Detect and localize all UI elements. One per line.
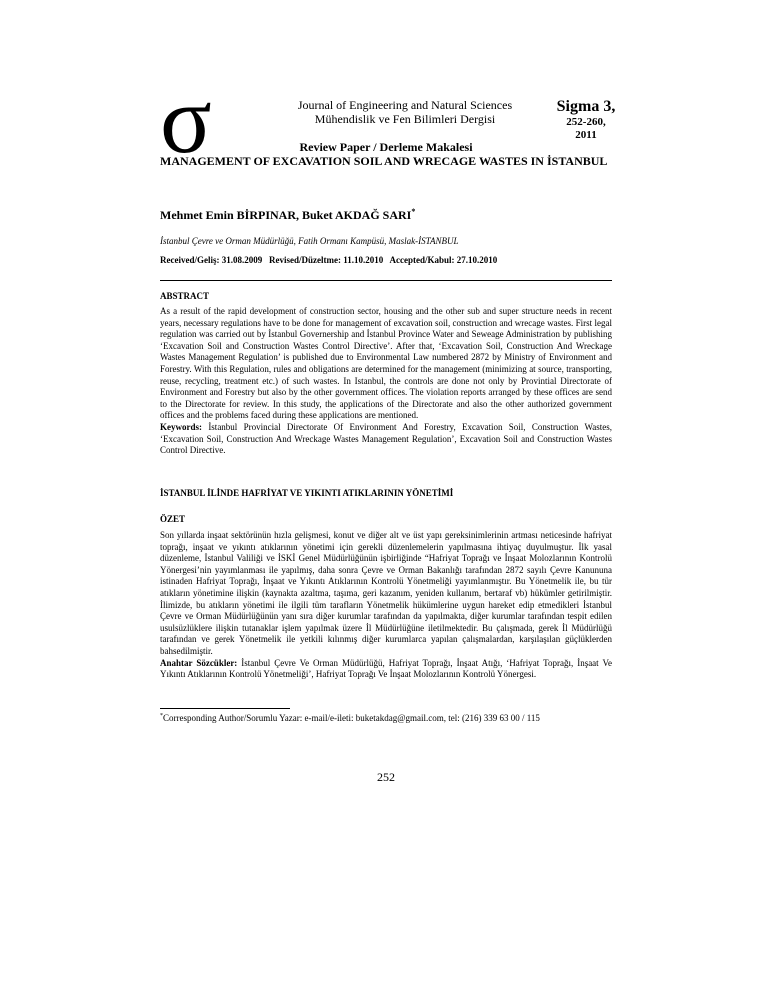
author-names: Mehmet Emin BİRPINAR, Buket AKDAĞ SARI	[160, 208, 412, 222]
ozet-heading: ÖZET	[160, 514, 186, 524]
author-affiliation: İstanbul Çevre ve Orman Müdürlüğü, Fatih Ormanı Kampüsü, Maslak-İSTANBUL	[160, 236, 459, 246]
volume-info	[546, 98, 626, 142]
page-number: 252	[377, 770, 395, 784]
journal-name-tr: Mühendislik ve Fen Bilimleri Dergisi	[314, 112, 496, 126]
abstract-body	[160, 306, 612, 457]
footnote	[160, 713, 540, 723]
journal-logo-sigma: σ	[160, 66, 212, 173]
ozet-body	[160, 530, 612, 681]
publication-year: 2011	[575, 129, 597, 141]
author-list	[160, 207, 415, 223]
anahtar-label: Anahtar Sözcükler:	[160, 657, 238, 668]
anahtar-text: İstanbul Çevre Ve Orman Müdürlüğü, Hafriyat Toprağı, İnşaat Atığı, ‘Hafriyat Toprağı, İnşaat Ve Yıkıntı Atıklarının Kontrolü Yönetmeliği’, Hafriyat Toprağı Ve İnşaat Molozlarının Kontrolü Yönergesi.	[160, 657, 612, 680]
keywords-label: Keywords:	[160, 421, 202, 432]
footnote-text: Corresponding Author/Sorumlu Yazar: e-mail/e-ileti: buketakdag@gmail.com, tel: (216) 339 63 00 / 115	[163, 713, 540, 723]
journal-name	[265, 98, 545, 126]
article-dates: Received/Geliş: 31.08.2009 Revised/Düzeltme: 11.10.2010 Accepted/Kabul: 27.10.2010	[160, 255, 498, 265]
volume-label: Sigma 3,	[556, 98, 616, 115]
abstract-heading: ABSTRACT	[160, 291, 210, 301]
keywords-text: İstanbul Provincial Directorate Of Environment And Forestry, Excavation Soil, Construction Wastes, ‘Excavation Soil, Construction And Wreckage Wastes Management Regulation’, Excavation Soil and Construction Wastes Control Directive.	[160, 421, 613, 456]
footnote-mark: *	[160, 713, 163, 719]
ozet-text: Son yıllarda inşaat sektörünün hızla gelişmesi, konut ve diğer alt ve üst yapı gereksinimlerinin artması neticesinde hafriyat toprağı, inşaat ve yıkıntı atıklarının yönetimi için gerekli düzenlemelerin yapılmasına ihtiyaç duyulmuştur. İlk yasal düzenleme, İstanbul Valiliği ve İSKİ Genel Müdürlüğünün işbirliğinde “Hafriyat Toprağı ve İnşaat Molozlarının Kontrolü Yönergesi’nin yayımlanması ile yapılmış, daha sonra Çevre ve Orman Bakanlığı tarafından 2872 sayılı Çevre Kanununa istinaden Hafriyat Toprağı, İnşaat ve Yıkıntı Atıklarının Kontrolü Yönetmeliği yayımlanmıştır. Bu Yönetmelik ile, bu tür atıkların yönetimine ilişkin (kaynakta azaltma, taşıma, geri kazanım, yeniden kullanım, bertaraf vb) hükümler getirilmiştir. İlimizde, bu atıkların yönetimi ile ilgili tüm tarafların Yönetmelik hükümlerine uygun hareket edip etmedikleri İstanbul Çevre ve Orman Müdürlüğünün yanı sıra diğer kurumlar tarafından da yapılmakta, diğer kurumlar tarafından tespit edilen usulsüzlüklere ilişkin tutanaklar işlem yapılmak üzere İl Müdürlüğüne iletilmektedir. Bu çalışmada, gerek İl Müdürlüğü tarafından ve gerek Yönetmelik ile yetkili kılınmış diğer kurumlarca yapılan çalışmalardan, karşılaşılan güçlüklerden bahsedilmiştir.	[160, 530, 612, 656]
turkish-title: İSTANBUL İLİNDE HAFRİYAT VE YIKINTI ATIKLARININ YÖNETİMİ	[160, 488, 454, 498]
header-divider	[160, 280, 612, 281]
journal-name-en: Journal of Engineering and Natural Sciences	[297, 98, 513, 112]
abstract-text: As a result of the rapid development of construction sector, housing and the other sub and super structure needs in recent years, necessary regulations have to be done for management of excavation soil, construction and wrecage wastes. First legal regulation was carried out by İstanbul Governership and İstanbul Province Water and Seweage Administration by publishing ‘Excavation Soil and Construction Wastes Control Directive’. After that, ‘Excavation Soil, Construction And Wreckage Wastes Management Regulation’ is published due to Environmental Law numbered 2872 by Ministry of Environment and Forestry. With this Regulation, rules and obligations are determined for the management (minimizing at source, transporting, reuse, recycling, treatment etc.) of such wastes. In Istanbul, the controls are done not only by Provintial Directorate of Environment and Forestry but also by the other government offices. The violation reports arranged by these offices are send to the Directorate for review. In this study, the applications of the Directorate and also the other authorized government offices and the problems faced during these applications are mentioned.	[160, 306, 612, 421]
page-range: 252-260,	[566, 116, 606, 128]
corresponding-mark: *	[411, 207, 416, 216]
footnote-divider	[160, 708, 290, 709]
article-title: MANAGEMENT OF EXCAVATION SOIL AND WRECAGE WASTES IN İSTANBUL	[160, 154, 608, 168]
article-type: Review Paper / Derleme Makalesi	[299, 140, 473, 154]
